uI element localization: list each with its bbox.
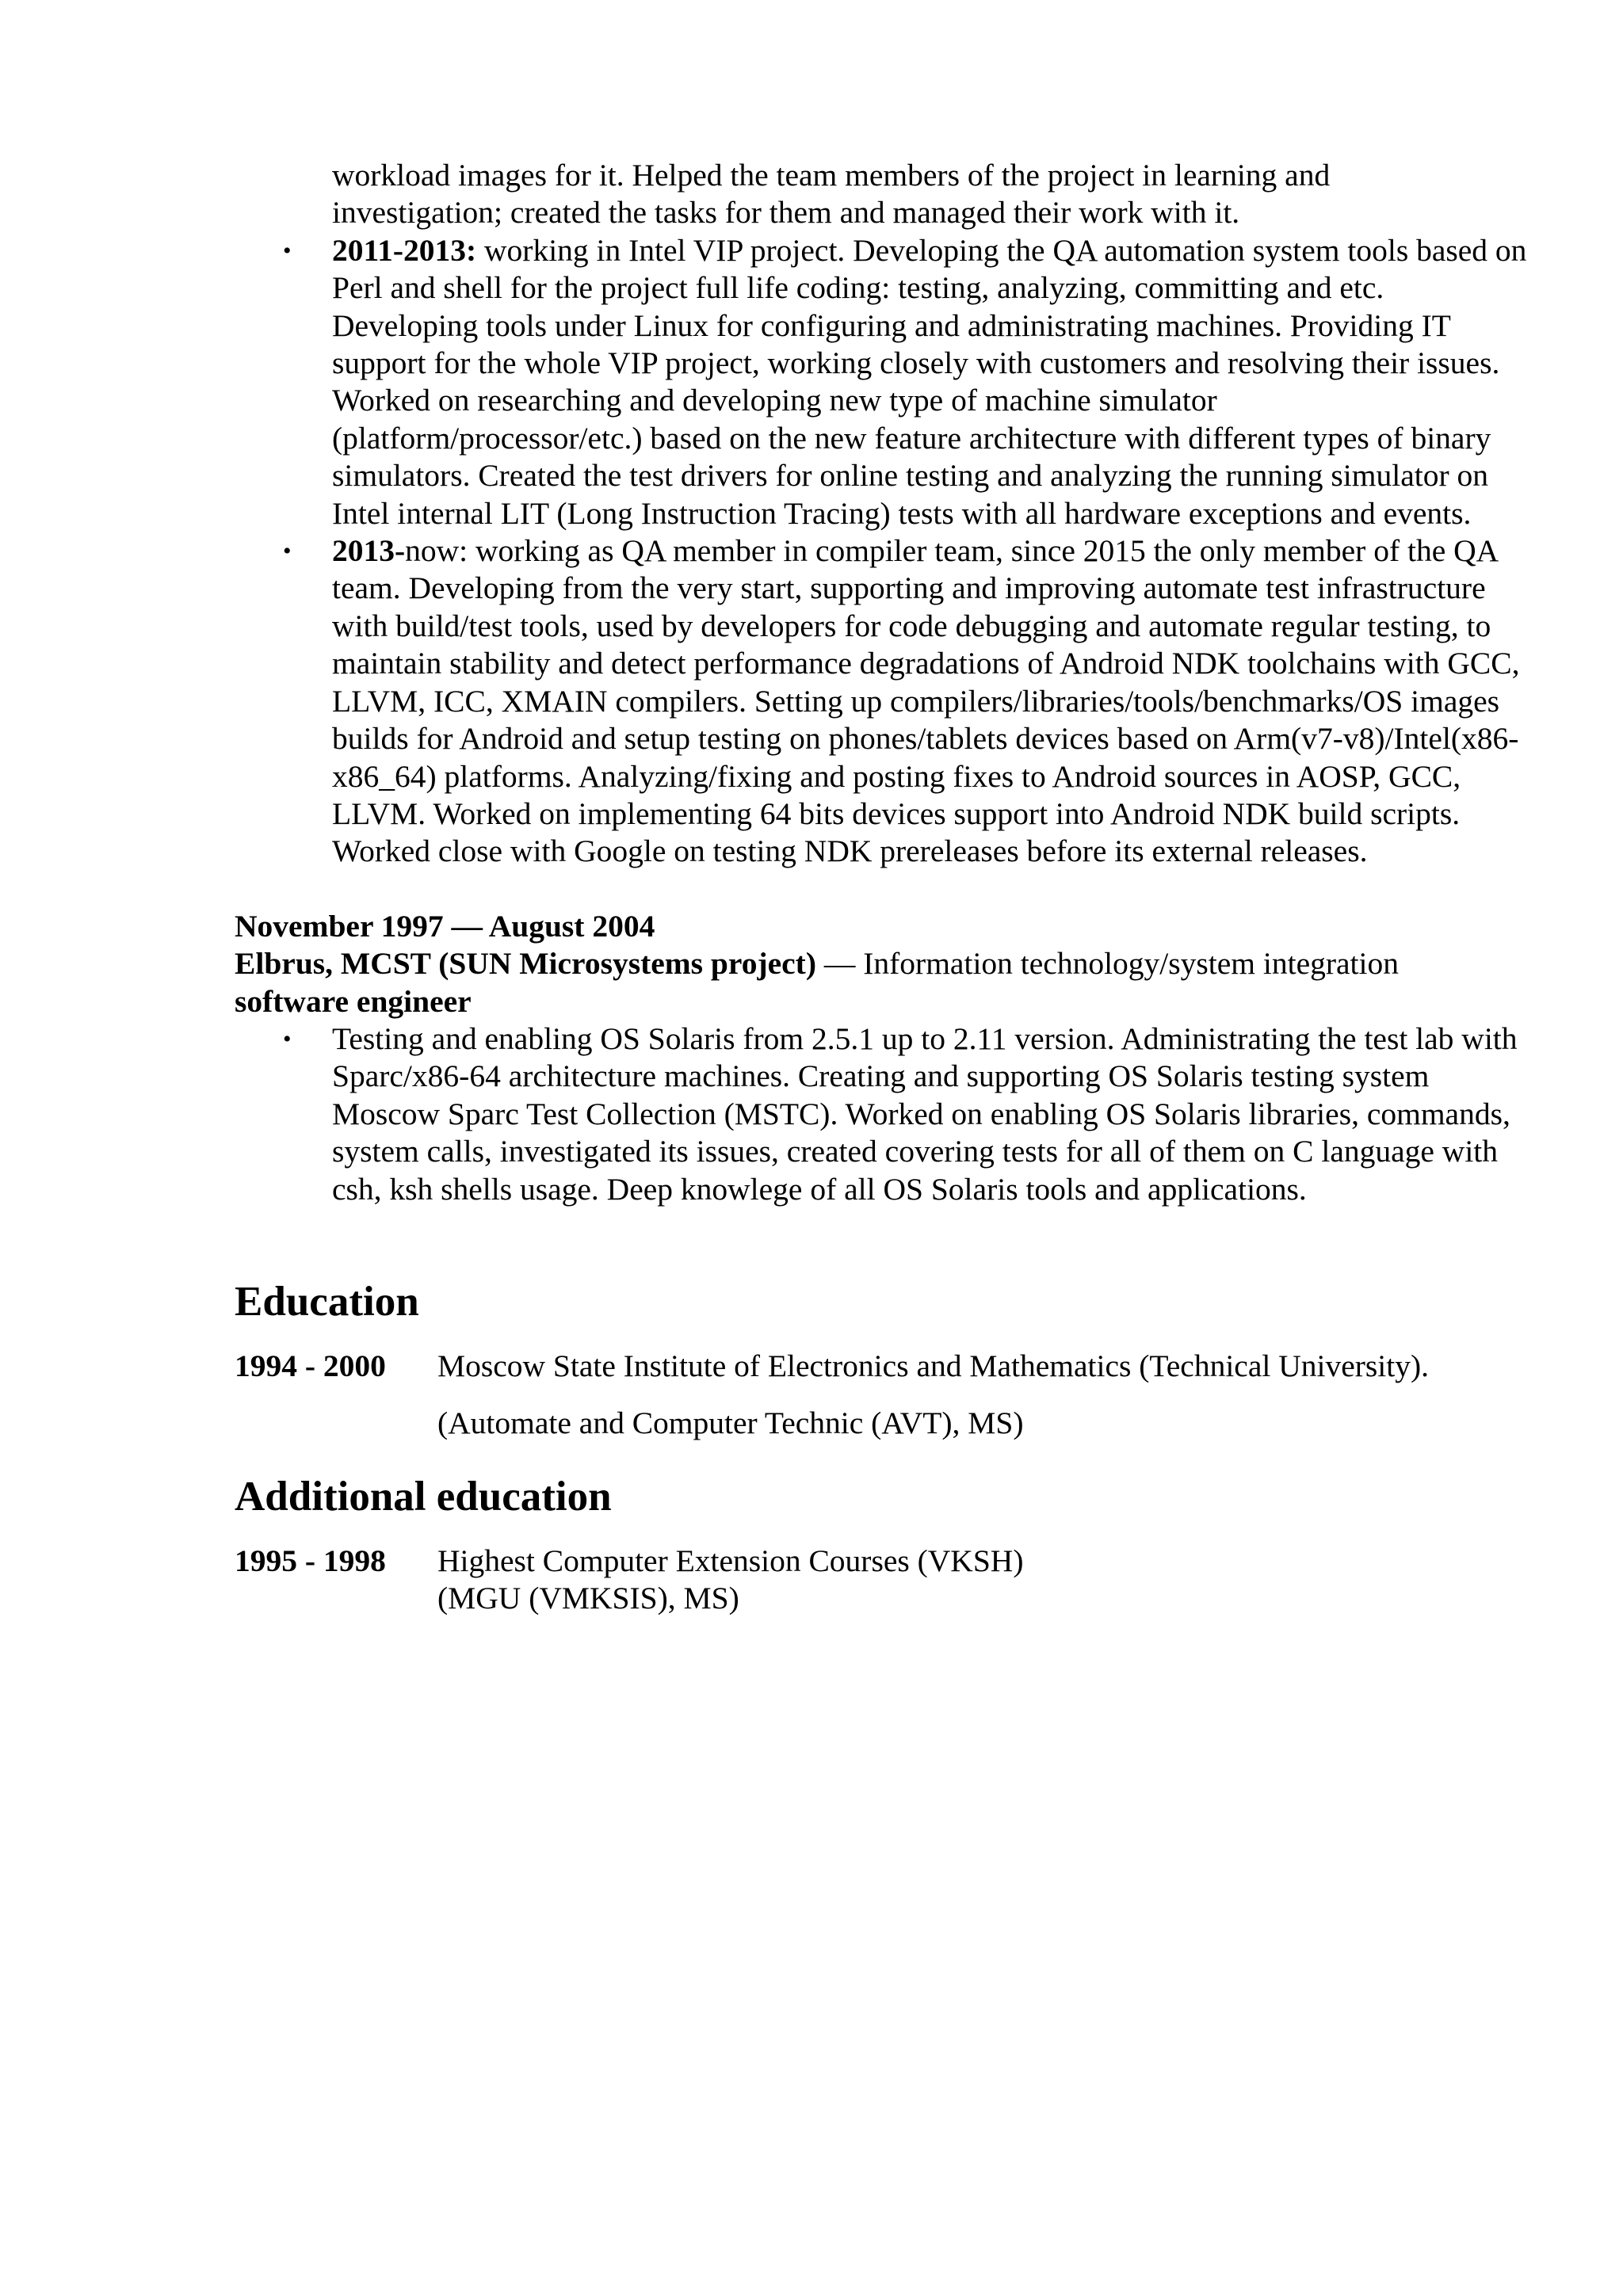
education-years: 1994 - 2000 — [235, 1348, 386, 1383]
job-bullet-list — [235, 1020, 1534, 1208]
resume-content — [235, 157, 1534, 1618]
education-degree: (Automate and Computer Technic (AVT), MS) — [437, 1405, 1024, 1441]
bullet-period: 2013- — [332, 533, 406, 569]
job-dates: November 1997 — August 2004 — [235, 908, 655, 944]
text-line: investigation; created the tasks for them and managed their work with it. — [332, 195, 1240, 231]
bullet-period: 2011-2013: — [332, 232, 477, 268]
bullet-icon: • — [283, 1025, 292, 1052]
experience-bullet — [235, 232, 1534, 532]
bullet-icon: • — [283, 538, 292, 565]
additional-education-entry — [235, 1543, 1534, 1618]
job-company-line — [235, 945, 1534, 982]
education-institution: Highest Computer Extension Courses (VKSH) — [437, 1543, 1024, 1578]
education-detail — [235, 1348, 1534, 1443]
education-entry — [235, 1348, 1534, 1443]
bullet-text: Testing and enabling OS Solaris from 2.5.1 up to 2.11 version. Administrating the test lab with Sparc/x86-64 architecture machines. Creating and supporting OS Solaris testing system Moscow Sparc Test Collection (MSTC). Worked on enabling OS Solaris libraries, commands, system calls, investigated its issues, created covering tests for all of them on C language with csh, ksh shells usage. Deep knowlege of all OS Solaris tools and applications. — [332, 1020, 1518, 1207]
experience-bullet-list — [235, 232, 1534, 871]
additional-education-heading: Additional education — [235, 1473, 612, 1520]
job-position: software engineer — [235, 983, 472, 1019]
text-line: workload images for it. Helped the team members of the project in learning and — [332, 158, 1331, 193]
education-institution: Moscow State Institute of Electronics and Mathematics (Technical University). — [437, 1348, 1430, 1383]
experience-bullet — [235, 532, 1534, 871]
job-header — [235, 908, 1534, 1020]
continued-paragraph — [235, 157, 1534, 232]
bullet-icon: • — [283, 237, 292, 264]
bullet-text: working in Intel VIP project. Developing the QA automation system tools based on Perl and shell for the project full life coding: testing, analyzing, committing and etc. Developing tools under Linux for configuring and administrating machines. Providing IT support for the whole VIP project, working closely with customers and resolving their issues. Worked on researching and developing new type of machine simulator (platform/processor/etc.) based on the new feature architecture with different types of binary simulators. Created the test drivers for online testing and analyzing the running simulator on Intel internal LIT (Long Instruction Tracing) tests with all hardware exceptions and events. — [332, 232, 1527, 531]
education-degree: (MGU (VMKSIS), MS) — [437, 1581, 739, 1616]
job-bullet — [235, 1020, 1534, 1208]
education-years: 1995 - 1998 — [235, 1543, 386, 1578]
job-company: Elbrus, MCST (SUN Microsystems project) — [235, 946, 816, 982]
education-heading: Education — [235, 1278, 419, 1325]
education-detail — [235, 1543, 1534, 1618]
job-industry: — Information technology/system integration — [816, 946, 1399, 982]
bullet-text: now: working as QA member in compiler team, since 2015 the only member of the QA team. Developing from the very start, supporting and improving automate test infrastructure with build/test tools, used by developers for code debugging and automate regular testing, to maintain stability and detect performance degradations of Android NDK toolchains with GCC, LLVM, ICC, XMAIN compilers. Setting up compilers/libraries/tools/benchmarks/OS images builds for Android and setup testing on phones/tablets devices based on Arm(v7-v8)/Intel(x86-x86_64) platforms. Analyzing/fixing and posting fixes to Android sources in AOSP, GCC, LLVM. Worked on implementing 64 bits devices support into Android NDK build scripts. Worked close with Google on testing NDK prereleases before its external releases. — [332, 533, 1520, 869]
